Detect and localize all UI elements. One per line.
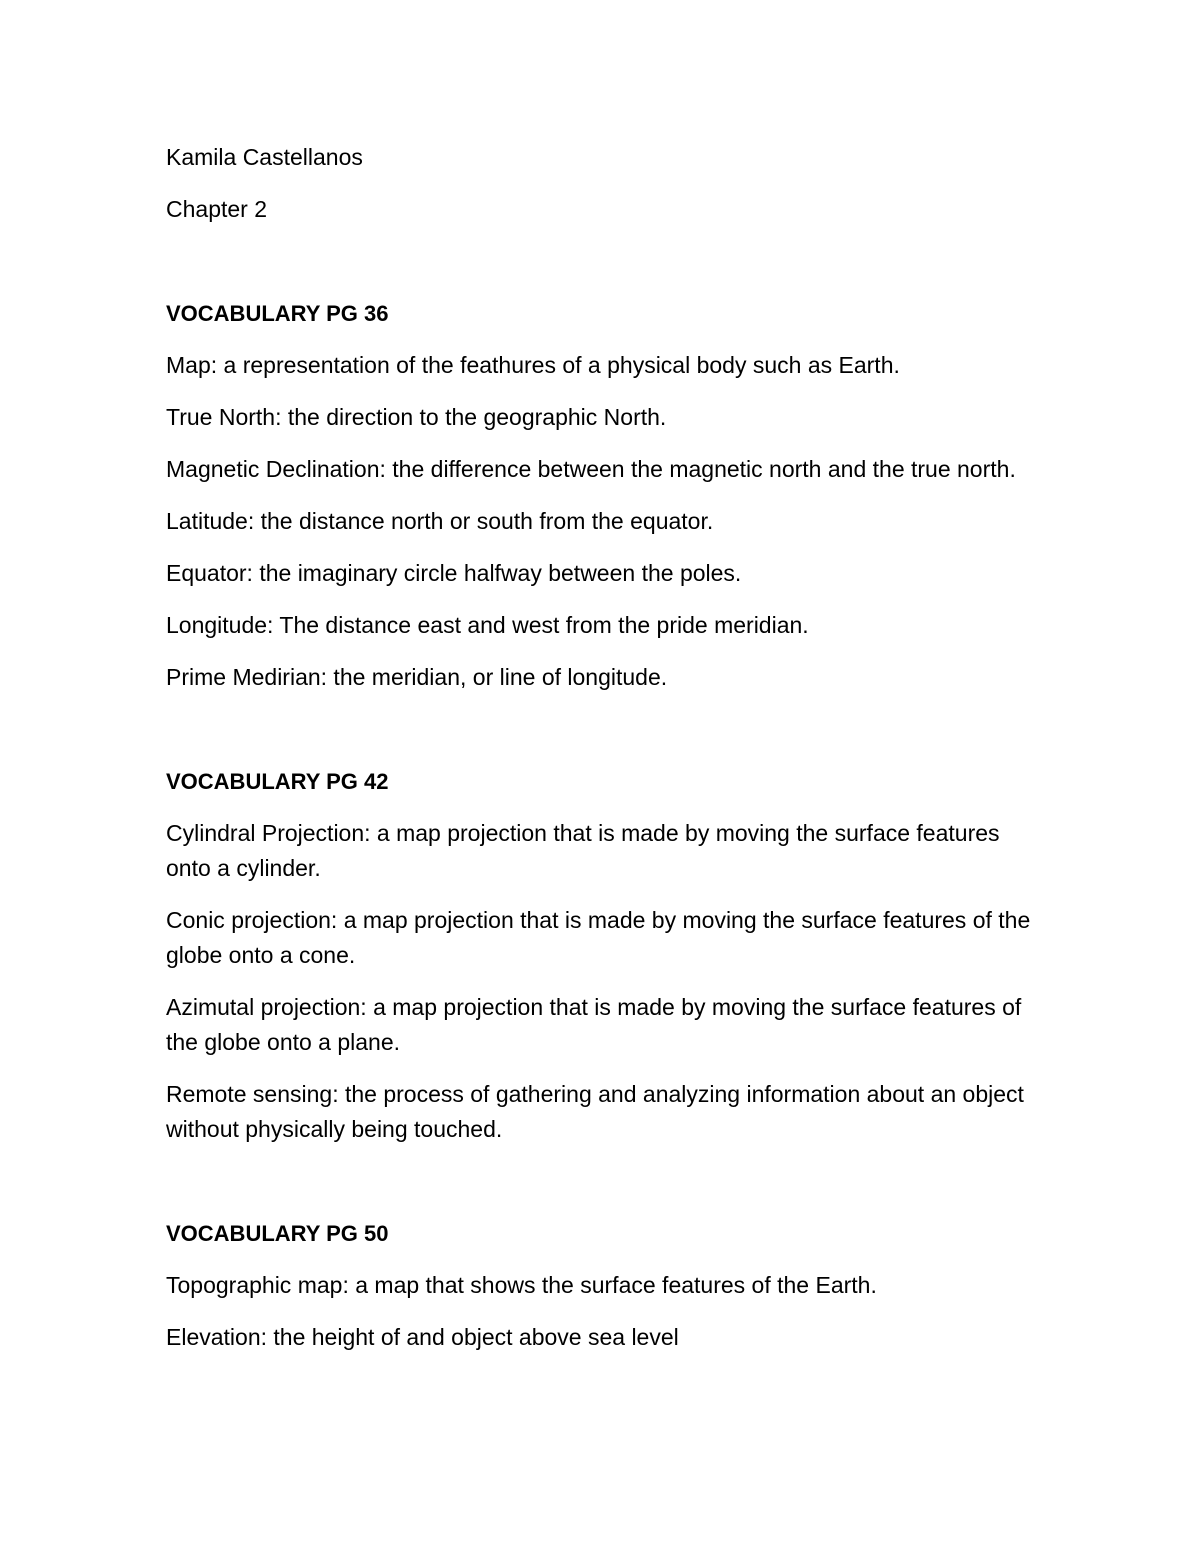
chapter-label: Chapter 2 <box>166 196 268 222</box>
vocab-section-pg42 <box>166 764 1046 1147</box>
vocab-entry-topographic-map: Topographic map: a map that shows the surface features of the Earth. <box>166 1272 877 1298</box>
vocab-entry-latitude: Latitude: the distance north or south from the equator. <box>166 508 714 534</box>
vocab-section-pg36 <box>166 296 1046 695</box>
vocab-entry-magnetic-declination: Magnetic Declination: the difference between the magnetic north and the true north. <box>166 456 1016 482</box>
vocab-entry-equator: Equator: the imaginary circle halfway between the poles. <box>166 560 742 586</box>
section-heading: VOCABULARY PG 50 <box>166 1221 389 1246</box>
vocab-entry-azimuthal-projection: Azimutal projection: a map projection that is made by moving the surface features of the globe onto a plane. <box>166 994 1022 1055</box>
vocab-entry-true-north: True North: the direction to the geographic North. <box>166 404 667 430</box>
section-heading: VOCABULARY PG 36 <box>166 301 389 326</box>
vocab-entry-remote-sensing: Remote sensing: the process of gathering and analyzing information about an object without physically being touched. <box>166 1081 1024 1142</box>
document-page <box>166 140 1046 1372</box>
vocab-entry-longitude: Longitude: The distance east and west from the pride meridian. <box>166 612 809 638</box>
vocab-entry-elevation: Elevation: the height of and object above sea level <box>166 1324 679 1350</box>
vocab-entry-cylindrical-projection: Cylindral Projection: a map projection that is made by moving the surface features onto a cylinder. <box>166 820 1000 881</box>
vocab-entry-prime-meridian: Prime Medirian: the meridian, or line of longitude. <box>166 664 668 690</box>
vocab-entry-conic-projection: Conic projection: a map projection that is made by moving the surface features of the globe onto a cone. <box>166 907 1031 968</box>
vocab-entry-map: Map: a representation of the feathures of a physical body such as Earth. <box>166 352 900 378</box>
section-heading: VOCABULARY PG 42 <box>166 769 389 794</box>
vocab-section-pg50 <box>166 1216 1046 1355</box>
student-name: Kamila Castellanos <box>166 144 363 170</box>
